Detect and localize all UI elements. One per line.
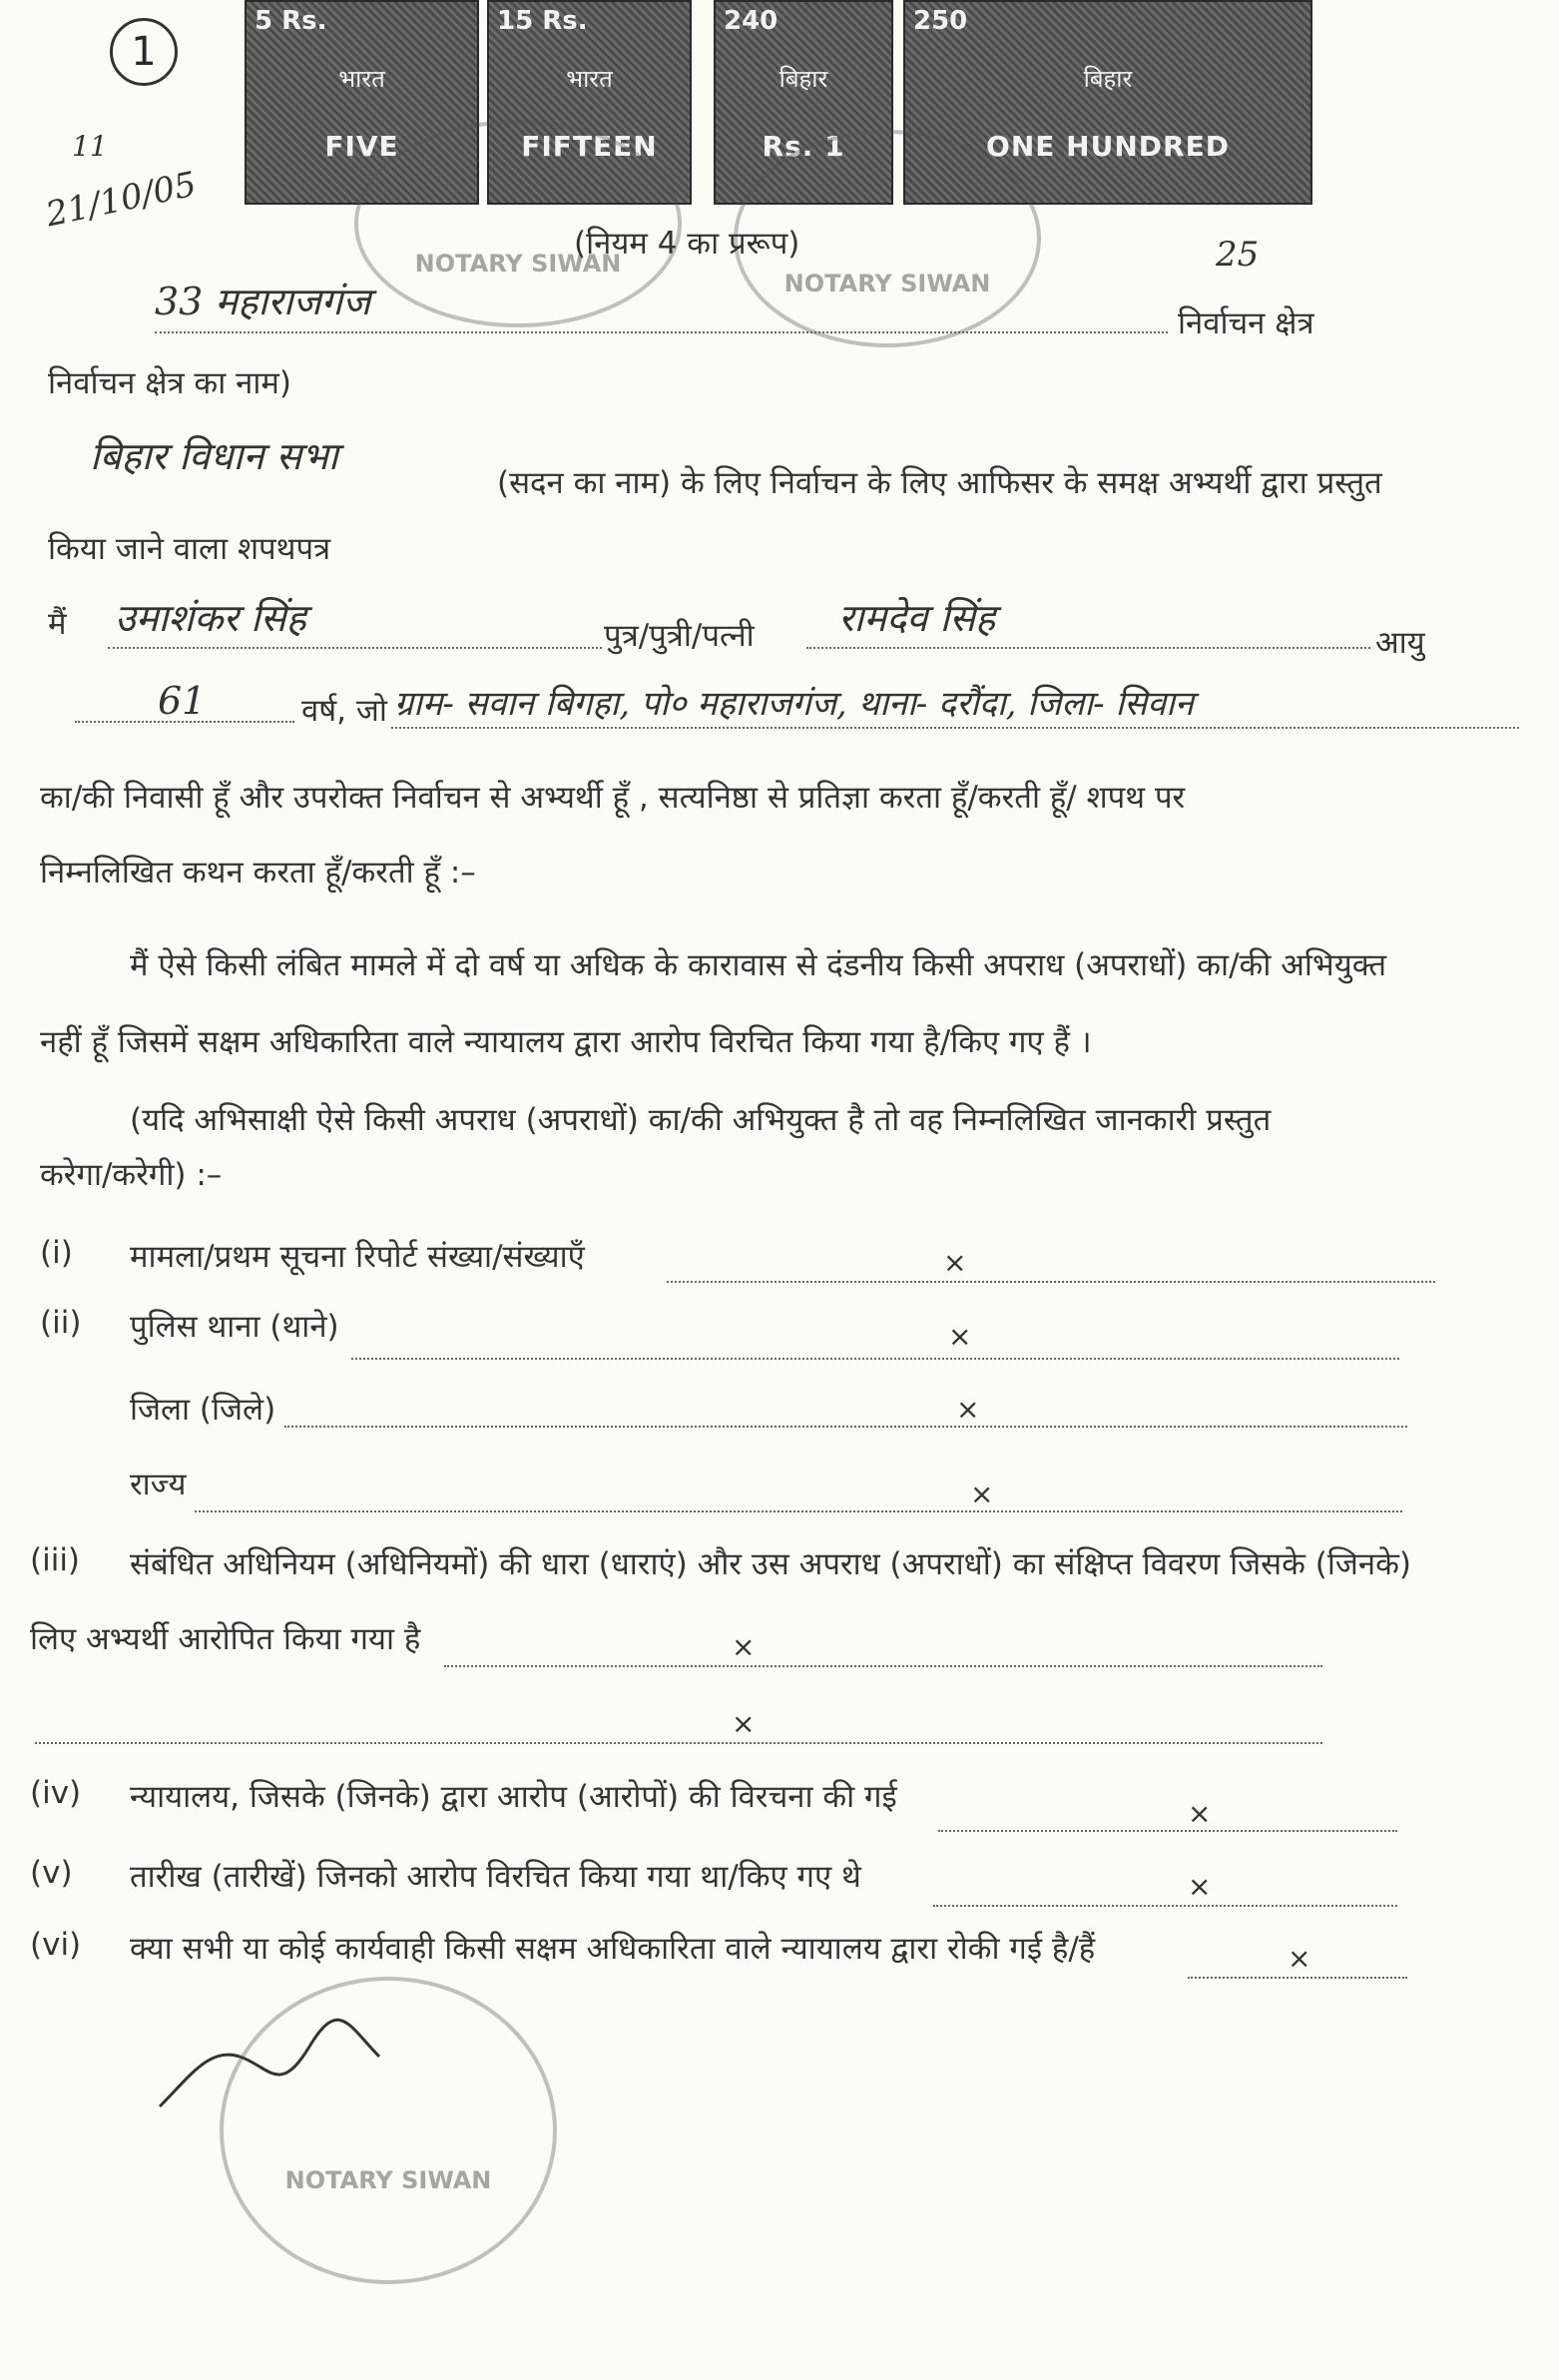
constituency-name-label: निर्वाचन क्षेत्र का नाम) <box>48 365 291 401</box>
notary-seal-2: NOTARY SIWAN <box>734 130 1041 347</box>
item-v-number: (v) <box>30 1855 73 1891</box>
item-iii-number: (iii) <box>30 1542 81 1578</box>
item-i-number: (i) <box>40 1235 73 1271</box>
item-iii-dots-1 <box>444 1665 1322 1667</box>
para1-line1: मैं ऐसे किसी लंबित मामले में दो वर्ष या अधिक के कारावास से दंडनीय किसी अपराध (अपराधों) का/की अभियुक्त <box>130 947 1386 983</box>
item-iii-line2: लिए अभ्यर्थी आरोपित किया गया है <box>30 1621 421 1657</box>
rule-text: (नियम 4 का प्ररूप) <box>574 226 800 262</box>
item-iii-cross-2: × <box>732 1707 756 1740</box>
item-iv-cross: × <box>1188 1797 1212 1830</box>
item-i-cross: × <box>943 1246 967 1279</box>
para2-line1: (यदि अभिसाक्षी ऐसे किसी अपराध (अपराधों) का/की अभियुक्त है तो वह निम्नलिखित जानकारी प्रस्तुत <box>130 1102 1272 1138</box>
resident-line: का/की निवासी हूँ और उपरोक्त निर्वाचन से अभ्यर्थी हूँ , सत्यनिष्ठा से प्रतिज्ञा करता हूँ/करती हूँ/ शपथ पर <box>40 780 1186 816</box>
court-fee-stamp-3: 240 बिहार Rs. 1 <box>714 0 893 205</box>
notary-seal-1: NOTARY SIWAN <box>354 120 682 327</box>
name-dots <box>108 647 602 649</box>
notary-seal-bottom: NOTARY SIWAN <box>220 1977 557 2284</box>
court-fee-stamp-2: 15 Rs. भारत FIFTEEN <box>487 0 692 205</box>
para1-line2: नहीं हूँ जिसमें सक्षम अधिकारिता वाले न्यायालय द्वारा आरोप विरचित किया गया है/किए गए हैं । <box>40 1024 1092 1060</box>
item-ii-label: पुलिस थाना (थाने) <box>130 1309 339 1345</box>
prefix-label: मैं <box>48 606 67 642</box>
state-label: राज्य <box>130 1467 187 1502</box>
item-i-label: मामला/प्रथम सूचना रिपोर्ट संख्या/संख्याएँ <box>130 1239 585 1275</box>
item-v-cross: × <box>1188 1870 1212 1903</box>
item-v-dots <box>933 1905 1397 1907</box>
address-dots <box>391 727 1519 729</box>
item-iv-label: न्यायालय, जिसके (जिनके) द्वारा आरोप (आरोपों) की विरचना की गई <box>130 1779 897 1815</box>
father-fill: रामदेव सिंह <box>838 596 996 640</box>
item-i-dots <box>667 1281 1435 1283</box>
affidavit-label: किया जाने वाला शपथपत्र <box>48 531 331 567</box>
state-dots <box>195 1510 1402 1512</box>
item-v-label: तारीख (तारीखें) जिनको आरोप विरचित किया गया था/किए गए थे <box>130 1859 861 1895</box>
age-label: आयु <box>1375 625 1425 661</box>
item-iv-dots <box>938 1830 1397 1832</box>
item-vi-number: (vi) <box>30 1927 82 1963</box>
item-iii-line1: संबंधित अधिनियम (अधिनियमों) की धारा (धाराएं) और उस अपराध (अपराधों) का संक्षिप्त विवरण जिसके (जिनके) <box>130 1546 1411 1582</box>
age-fill: 61 <box>158 679 207 723</box>
father-dots <box>806 647 1370 649</box>
house-label: (सदन का नाम) के लिए निर्वाचन के लिए आफिसर के समक्ष अभ्यर्थी द्वारा प्रस्तुत <box>497 465 1382 501</box>
court-fee-stamp-1: 5 Rs. भारत FIVE <box>245 0 479 205</box>
age-dots <box>75 721 294 723</box>
item-vi-dots <box>1188 1977 1407 1979</box>
court-fee-stamp-4: 250 बिहार ONE HUNDRED <box>903 0 1312 205</box>
corner-number: 25 <box>1216 235 1260 275</box>
item-iv-number: (iv) <box>30 1775 82 1811</box>
constituency-fill: 33 महाराजगंज <box>155 280 371 323</box>
serial-circle: 1 <box>110 18 178 86</box>
address-fill: ग्राम- सवान बिगहा, पो० महाराजगंज, थाना- दरौंदा, जिला- सिवान <box>394 684 1194 724</box>
item-iii-cross-1: × <box>732 1630 756 1663</box>
para2-line2: करेगा/करेगी) :– <box>40 1157 223 1193</box>
item-vi-label: क्या सभी या कोई कार्यवाही किसी सक्षम अधिकारिता वाले न्यायालय द्वारा रोकी गई है/हैं <box>130 1931 1096 1967</box>
relation-label: पुत्र/पुत्री/पत्नी <box>604 618 755 654</box>
tick-mark: 11 <box>72 130 108 163</box>
district-cross: × <box>956 1393 980 1426</box>
item-ii-dots <box>351 1358 1399 1360</box>
years-label: वर्ष, जो <box>301 693 387 729</box>
item-vi-cross: × <box>1288 1942 1311 1975</box>
item-ii-cross: × <box>948 1320 972 1353</box>
handwritten-date: 21/10/05 <box>42 164 201 236</box>
constituency-label: निर्वाचन क्षेत्र <box>1178 305 1314 341</box>
item-ii-number: (ii) <box>40 1305 82 1341</box>
item-iii-dots-2 <box>35 1742 1322 1744</box>
house-fill: बिहार विधान सभा <box>90 434 338 478</box>
name-fill: उमाशंकर सिंह <box>115 596 306 640</box>
state-cross: × <box>970 1478 994 1510</box>
district-dots <box>284 1426 1407 1428</box>
constituency-dots <box>155 331 1168 333</box>
district-label: जिला (जिले) <box>130 1392 276 1428</box>
statement-line: निम्नलिखित कथन करता हूँ/करती हूँ :– <box>40 855 476 891</box>
